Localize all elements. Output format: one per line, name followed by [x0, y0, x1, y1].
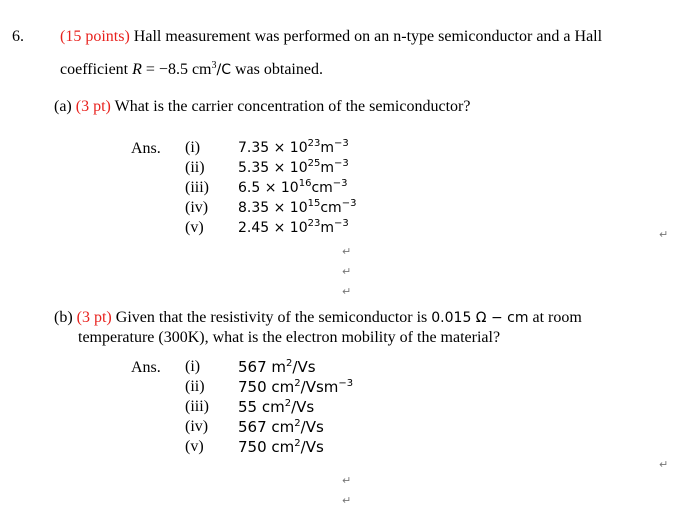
- exponent: 23: [307, 138, 321, 149]
- option-value: [238, 377, 353, 397]
- part-b-question-line-1: [54, 308, 582, 328]
- question-number: 6.: [12, 28, 24, 45]
- value-suffix: /Vs: [300, 418, 324, 436]
- part-b-option-numbers: [185, 357, 209, 457]
- option-value: [238, 357, 353, 377]
- exponent: 2: [294, 378, 301, 389]
- option-value: [238, 158, 356, 178]
- mantissa: 6.5 × 10: [238, 180, 299, 196]
- mantissa: 5.35 × 10: [238, 160, 308, 176]
- mantissa: 2.45 × 10: [238, 220, 308, 236]
- option-value: [238, 198, 356, 218]
- option-number: (iii): [185, 398, 209, 415]
- value-suffix: /Vsm: [300, 378, 339, 396]
- part-a-label: (a): [54, 98, 72, 115]
- unit-exponent: −3: [334, 138, 349, 149]
- exponent: 16: [298, 178, 312, 189]
- unit: m: [320, 160, 334, 176]
- coef-unit: /C: [216, 62, 231, 78]
- option-number: (iii): [185, 179, 209, 196]
- value-prefix: 567 cm: [238, 418, 295, 436]
- part-b-option-values: [238, 357, 353, 457]
- part-b-label: (b): [54, 309, 73, 326]
- unit: m: [320, 140, 334, 156]
- question-points: (15 points): [60, 28, 130, 45]
- question-line-2: [60, 60, 323, 80]
- unit-exponent: −3: [332, 178, 348, 189]
- paragraph-return-mark: ↵: [342, 494, 352, 507]
- part-a-text: What is the carrier concentration of the semiconductor?: [114, 98, 471, 115]
- paragraph-return-mark: ↵: [342, 245, 352, 258]
- coef-exponent: 3: [211, 60, 217, 71]
- part-a-option-values: [238, 138, 356, 238]
- exponent: 25: [307, 158, 321, 169]
- exponent: 2: [284, 398, 292, 409]
- unit: cm: [311, 180, 333, 196]
- mantissa: 7.35 × 10: [238, 140, 308, 156]
- mantissa: 8.35 × 10: [238, 200, 308, 216]
- option-number: (v): [185, 438, 204, 455]
- option-number: (ii): [185, 378, 205, 395]
- paragraph-return-mark: ↵: [659, 458, 669, 471]
- value-prefix: 750 cm: [238, 378, 295, 396]
- paragraph-return-mark: ↵: [342, 474, 352, 487]
- unit-exponent: −3: [334, 218, 349, 229]
- option-number: (i): [185, 139, 201, 156]
- option-number: (ii): [185, 159, 205, 176]
- option-value: [238, 178, 356, 198]
- exponent: 2: [294, 418, 301, 429]
- coef-symbol: R: [132, 61, 142, 78]
- option-value: [238, 417, 353, 437]
- paragraph-return-mark: ↵: [659, 228, 669, 241]
- question-line-1: [60, 27, 602, 46]
- exponent: 15: [307, 198, 321, 209]
- value-suffix: /Vs: [291, 398, 315, 416]
- question-text-line-1: Hall measurement was performed on an n-type semiconductor and a Hall: [133, 28, 603, 45]
- unit-exponent: −3: [334, 158, 349, 169]
- paragraph-return-mark: ↵: [342, 265, 352, 278]
- option-value: [238, 218, 356, 238]
- part-b-question-line-2: temperature (300K), what is the electron mobility of the material?: [78, 329, 501, 346]
- part-b-text-a: Given that the resistivity of the semiconductor is: [115, 309, 432, 326]
- option-number: (iv): [185, 418, 209, 435]
- value-prefix: 567 m: [238, 358, 287, 376]
- part-b-ans-label: Ans.: [131, 359, 161, 376]
- option-number: (iv): [185, 199, 209, 216]
- value-prefix: 55 cm: [238, 398, 285, 416]
- unit: m: [320, 220, 334, 236]
- unit-exponent: −3: [341, 198, 357, 209]
- part-b-text-b: at room: [528, 309, 582, 326]
- option-value: [238, 138, 356, 158]
- value-suffix: /Vs: [292, 358, 316, 376]
- exponent: 2: [294, 438, 301, 449]
- part-b-points: (3 pt): [76, 309, 112, 326]
- coef-prefix: coefficient: [60, 61, 133, 78]
- coef-equation: = −8.5 cm: [141, 61, 212, 78]
- option-number: (v): [185, 219, 204, 236]
- part-a-points: (3 pt): [75, 98, 111, 115]
- unit: cm: [320, 200, 342, 216]
- option-value: [238, 437, 353, 457]
- option-number: (i): [185, 358, 201, 375]
- paragraph-return-mark: ↵: [342, 285, 352, 298]
- part-a-question: [54, 97, 470, 116]
- exponent: 23: [307, 218, 321, 229]
- part-a-ans-label: Ans.: [131, 140, 161, 157]
- suffix-exponent: −3: [338, 378, 354, 389]
- value-prefix: 750 cm: [238, 438, 295, 456]
- part-a-option-numbers: [185, 138, 209, 238]
- coef-suffix: was obtained.: [230, 61, 323, 78]
- resistivity-value: 0.015 Ω − cm: [431, 310, 529, 326]
- value-suffix: /Vs: [300, 438, 324, 456]
- option-value: [238, 397, 353, 417]
- exponent: 2: [286, 358, 293, 369]
